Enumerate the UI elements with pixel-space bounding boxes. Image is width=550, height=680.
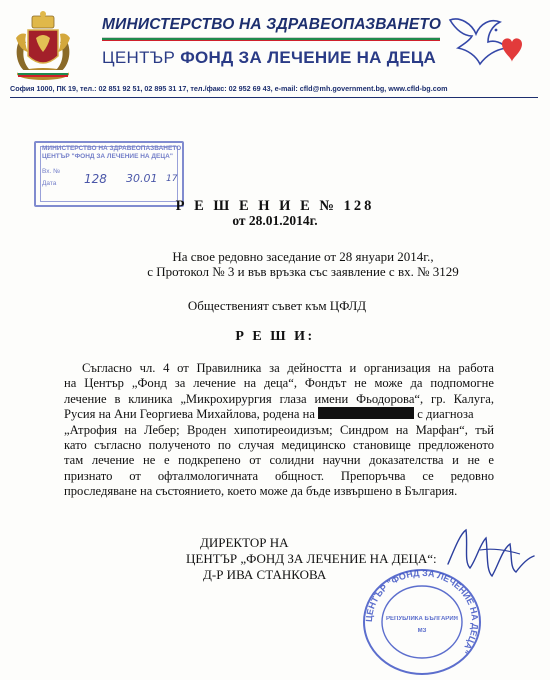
redaction-bar	[318, 407, 414, 419]
paragraph-line: проследяване на състоянието, което може да бъде извършено в България.	[64, 484, 458, 499]
paragraph-line: там лечение не е подкрепено от солидни научни доказателства и не е	[64, 453, 494, 468]
paragraph-line-redacted: Русия на Ани Георгиева Михайлова, родена на с диагноза	[64, 407, 474, 422]
svg-text:ЦЕНТЪР "ФОНД ЗА ЛЕЧЕНИЕ НА ДЕЦ	[364, 568, 480, 655]
coat-of-arms-icon	[12, 8, 74, 86]
decision-title: Р Е Ш Е Н И Е № 128	[175, 198, 375, 214]
paragraph-line: като съгласно полученото по случая медицинско становище предложеното	[64, 438, 494, 453]
seal-ring-text: ЦЕНТЪР "ФОНД ЗА ЛЕЧЕНИЕ НА ДЕЦА"	[363, 567, 481, 656]
council-name: Общественият съвет към ЦФЛД	[187, 298, 367, 313]
intro-line-1: На свое редовно заседание от 28 януари 2014г.,	[172, 249, 434, 264]
header-divider	[10, 97, 538, 98]
seal-inner-bottom: МЗ	[417, 628, 427, 634]
contact-info: София 1000, ПК 19, тел.: 02 851 92 51, 02 895 31 17, тел./факс: 02 952 69 43, e-mail: cfld@mh.government.bg, www.cfld-bg.com	[10, 84, 448, 93]
flag-stripe	[102, 37, 440, 41]
fund-title	[102, 48, 436, 68]
fund-name: ФОНД ЗА ЛЕЧЕНИЕ НА ДЕЦА	[180, 48, 437, 67]
center-word: ЦЕНТЪР	[102, 48, 176, 67]
paragraph-line: на Център „Фонд за лечение на деца“, Фондът не може да подпомогне	[64, 376, 494, 391]
ministry-name: МИНИСТЕРСТВО НА ЗДРАВЕОПАЗВАНЕТО	[102, 16, 442, 33]
reg-number-label: Вх. №	[42, 168, 61, 175]
decision-date: от 28.01.2014г.	[232, 213, 318, 228]
paragraph-line: лечение в клиника „Микрохирургия глаза имени Фьодорова“, гр. Калуга,	[64, 391, 494, 406]
reg-date-label: Дата	[42, 180, 57, 187]
paragraph-line: признато от офталмологичната общност. Препоръчва се редовно	[64, 468, 494, 483]
paragraph-line: Съгласно чл. 4 от Правилника за дейността и организация на работа	[82, 361, 494, 375]
intro-line-2: с Протокол № 3 и във връзка със заявление с вх. № 3129	[147, 264, 459, 279]
signatory-title: ДИРЕКТОР НА	[200, 535, 289, 550]
signatory-name: Д-Р ИВА СТАНКОВА	[203, 567, 327, 582]
reg-stamp-header: МИНИСТЕРСТВО НА ЗДРАВЕОПАЗВАНЕТО	[42, 145, 182, 152]
resolves-heading: Р Е Ш И:	[235, 329, 315, 344]
dove-heart-logo-icon	[446, 10, 528, 74]
paragraph-line: „Атрофия на Лебер; Вроден хипотиреоидизъм; Синдром на Марфан“, тъй	[64, 422, 494, 437]
reg-number: 128	[84, 172, 107, 186]
reg-date: 30.01	[126, 172, 158, 185]
seal-inner-top: РЕПУБЛИКА БЪЛГАРИЯ	[386, 616, 458, 622]
signatory-organization: ЦЕНТЪР „ФОНД ЗА ЛЕЧЕНИЕ НА ДЕЦА“:	[186, 551, 437, 566]
official-round-seal	[356, 566, 488, 678]
decision-paragraph	[64, 361, 494, 500]
reg-stamp-subheader: ЦЕНТЪР "ФОНД ЗА ЛЕЧЕНИЕ НА ДЕЦА"	[42, 153, 173, 160]
reg-year: 17	[166, 174, 178, 184]
